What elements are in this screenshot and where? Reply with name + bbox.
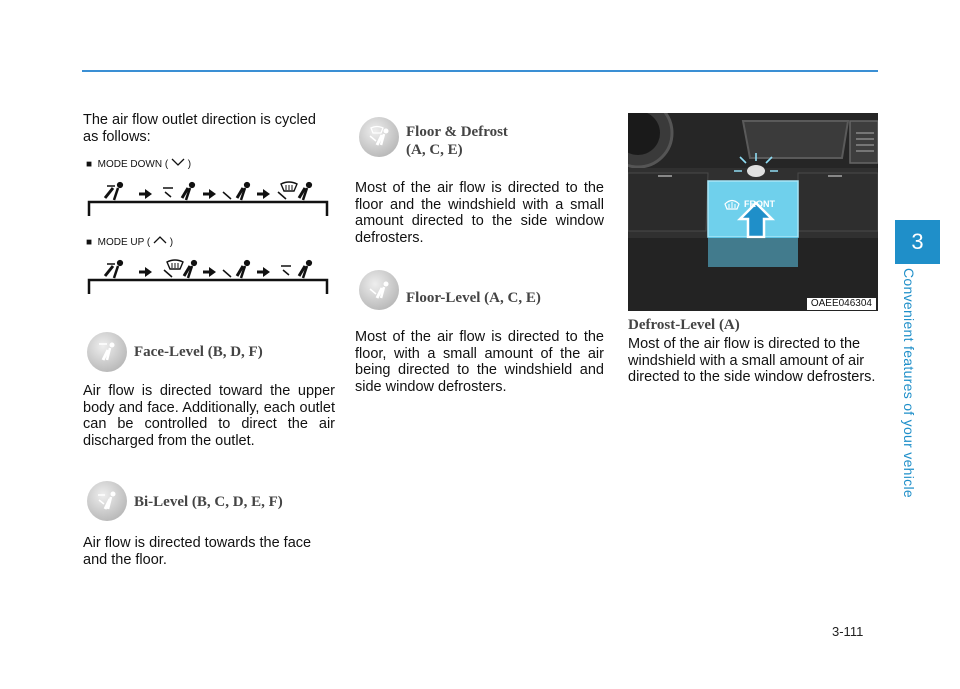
bi-level-heading: Bi-Level (B, C, D, E, F)	[134, 494, 283, 510]
floor-defrost-icon	[278, 182, 312, 200]
front-button-label: FRONT	[744, 199, 775, 209]
bi-level-icon	[163, 182, 195, 200]
mode-down-label	[86, 157, 191, 170]
bullet: ■	[86, 237, 93, 248]
face-vent-icon	[105, 260, 123, 278]
chevron-down-icon	[171, 157, 185, 167]
floor-level-text: Most of the air flow is directed to the floor, with a small amount of the air being directed to the windshield and side window defrosters.	[355, 329, 604, 395]
intro-text: The air flow outlet direction is cycled as follows:	[83, 112, 316, 145]
page-number: 3-111	[832, 624, 864, 639]
face-level-icon	[87, 332, 127, 372]
mode-down-sequence	[87, 180, 329, 218]
floor-level-heading: Floor-Level (A, C, E)	[406, 290, 541, 306]
floor-vent-icon	[223, 182, 250, 200]
chevron-up-icon	[153, 235, 167, 245]
floor-defrost-text: Most of the air flow is directed to the floor and the windshield with a small amount directed to the side window defrosters.	[355, 180, 604, 246]
mode-up-label	[86, 235, 173, 248]
paren: )	[187, 159, 192, 170]
front-defrost-icon	[724, 198, 740, 210]
mode-down-text: MODE DOWN (	[97, 159, 169, 170]
figure-code: OAEE046304	[807, 298, 876, 310]
defrost-level-heading: Defrost-Level (A)	[628, 317, 740, 333]
floor-defrost-heading-line2: (A, C, E)	[406, 142, 463, 158]
front-button	[724, 195, 786, 213]
climate-panel-photo	[628, 113, 878, 311]
floor-defrost-icon-badge	[359, 117, 399, 157]
bi-level-icon	[281, 260, 312, 278]
mode-up-text: MODE UP (	[97, 237, 151, 248]
floor-defrost-heading-line1: Floor & Defrost	[406, 124, 508, 140]
floor-vent-icon	[223, 260, 250, 278]
bi-level-icon-badge	[87, 481, 127, 521]
floor-defrost-icon	[164, 260, 197, 278]
face-level-heading: Face-Level (B, D, F)	[134, 344, 263, 360]
bullet: ■	[86, 159, 93, 170]
paren: )	[169, 237, 174, 248]
face-level-text: Air flow is directed toward the upper body and face. Additionally, each outlet can be controlled to direct the air discharged from the outlet.	[83, 383, 335, 449]
bi-level-text: Air flow is directed towards the face and the floor.	[83, 535, 312, 568]
floor-defrost-heading	[406, 123, 508, 159]
floor-level-icon-badge	[359, 270, 399, 310]
chapter-tab: 3	[895, 220, 940, 264]
header-rule	[82, 70, 878, 72]
face-vent-icon	[105, 182, 123, 200]
chapter-title: Convenient features of your vehicle	[901, 268, 917, 498]
defrost-level-text: Most of the air flow is directed to the windshield with a small amount of air directed to the side window defrosters.	[628, 336, 876, 385]
mode-up-sequence	[87, 258, 329, 296]
